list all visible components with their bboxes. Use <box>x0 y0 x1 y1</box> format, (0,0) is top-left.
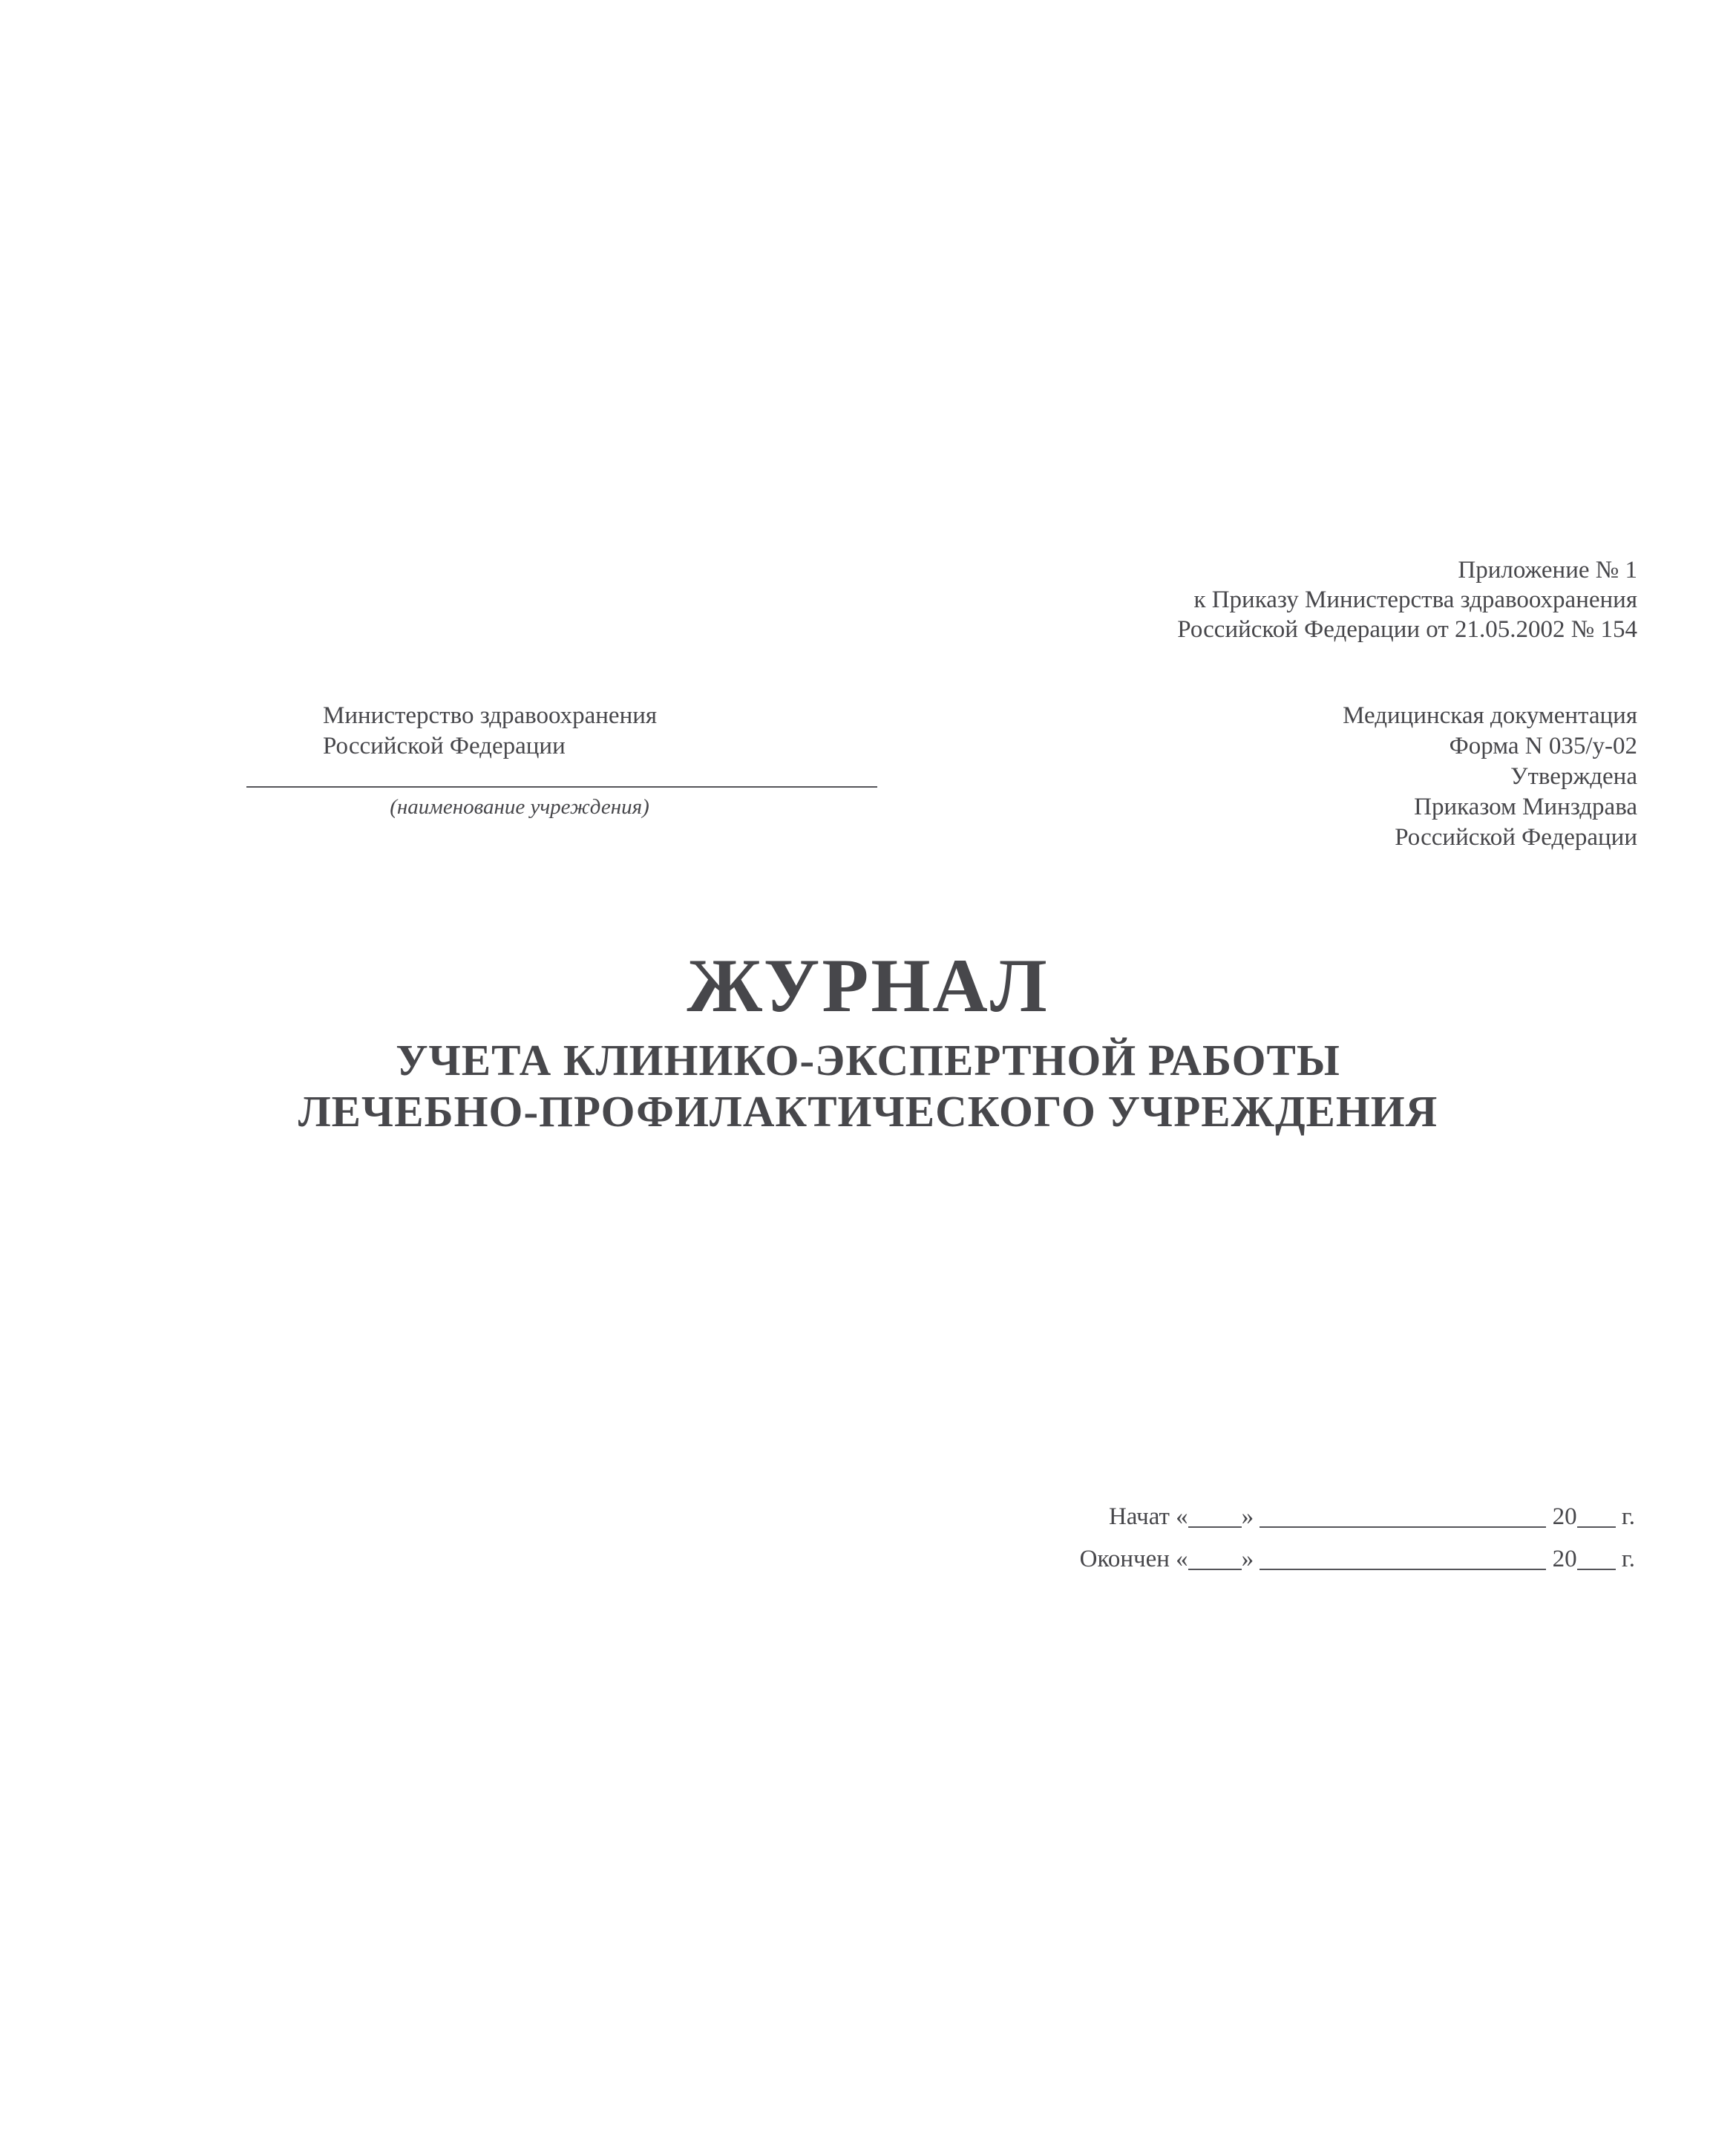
date-finished-label: Окончен <box>1079 1546 1170 1572</box>
ministry-name <box>323 701 657 762</box>
appendix-note <box>1177 555 1637 644</box>
ministry-line-2: Российской Федерации <box>323 733 566 759</box>
ministry-line-1: Министерство здравоохранения <box>323 702 658 729</box>
year-prefix: 20 <box>1552 1546 1577 1572</box>
doc-info-line-2: Форма N 035/у-02 <box>1449 733 1637 759</box>
appendix-line-3: Российской Федерации от 21.05.2002 № 154 <box>1177 616 1637 643</box>
month-blank-underline <box>1260 1568 1546 1570</box>
day-blank-underline <box>1188 1526 1242 1528</box>
doc-info-line-4: Приказом Минздрава <box>1414 794 1637 820</box>
year-suffix: г. <box>1621 1546 1635 1572</box>
year-blank-underline <box>1577 1568 1616 1570</box>
year-suffix: г. <box>1621 1503 1635 1530</box>
institution-name-line <box>246 786 877 788</box>
open-quote: « <box>1176 1546 1188 1572</box>
journal-subtitle-line-2: ЛЕЧЕБНО-ПРОФИЛАКТИЧЕСКОГО УЧРЕЖДЕНИЯ <box>298 1087 1438 1136</box>
close-quote: » <box>1241 1503 1254 1530</box>
journal-title: ЖУРНАЛ <box>687 944 1049 1028</box>
institution-name-caption: (наименование учреждения) <box>390 795 649 819</box>
doc-info-line-3: Утверждена <box>1510 763 1637 790</box>
date-finished-row <box>1080 1545 1635 1573</box>
journal-subtitle-line-1: УЧЕТА КЛИНИКО-ЭКСПЕРТНОЙ РАБОТЫ <box>396 1036 1340 1085</box>
year-blank-underline <box>1577 1526 1616 1528</box>
day-blank-underline <box>1188 1568 1242 1570</box>
date-started-row <box>1080 1503 1635 1531</box>
appendix-line-2: к Приказу Министерства здравоохранения <box>1193 586 1637 613</box>
close-quote: » <box>1241 1546 1254 1572</box>
year-prefix: 20 <box>1552 1503 1577 1530</box>
appendix-line-1: Приложение № 1 <box>1458 557 1637 584</box>
journal-subtitle <box>0 1035 1736 1137</box>
date-started-label: Начат <box>1108 1503 1170 1530</box>
open-quote: « <box>1176 1503 1188 1530</box>
dates-block <box>1080 1503 1635 1587</box>
month-blank-underline <box>1260 1526 1546 1528</box>
doc-info-line-1: Медицинская документация <box>1343 702 1637 729</box>
doc-info-line-5: Российской Федерации <box>1395 824 1637 851</box>
doc-info <box>1343 701 1637 853</box>
